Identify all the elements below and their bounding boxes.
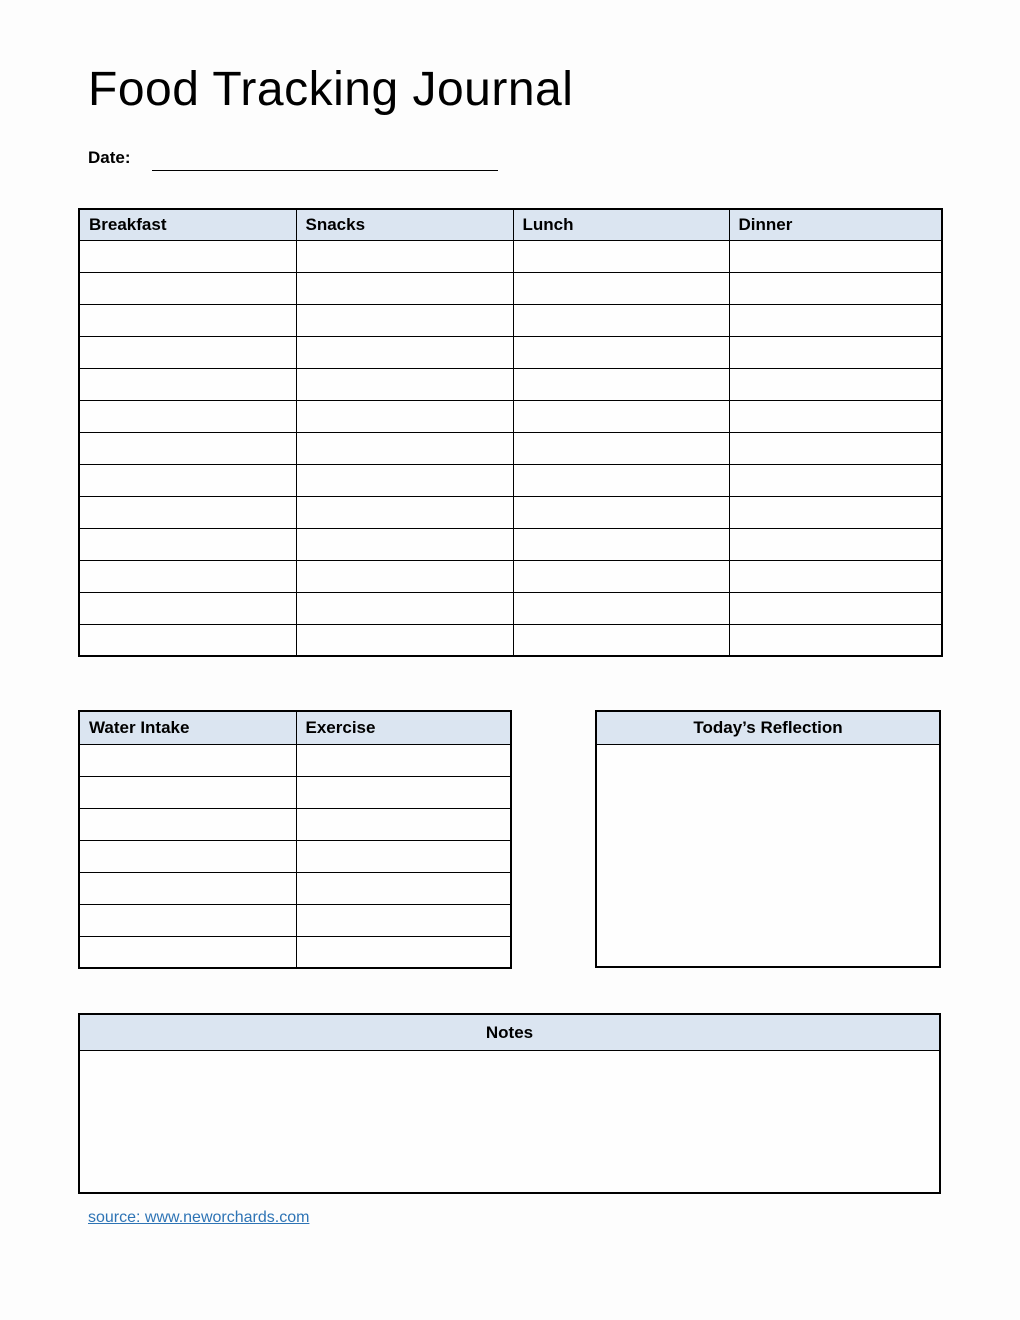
meal-entry-cell[interactable] (729, 624, 942, 656)
activity-entry-cell[interactable] (296, 776, 511, 808)
meal-entry-cell[interactable] (729, 464, 942, 496)
meal-entry-cell[interactable] (513, 304, 729, 336)
table-row (79, 272, 942, 304)
activity-table (78, 710, 512, 969)
meal-entry-cell[interactable] (79, 624, 296, 656)
meal-entry-cell[interactable] (729, 368, 942, 400)
date-row (88, 148, 508, 174)
table-row (79, 528, 942, 560)
meal-entry-cell[interactable] (729, 400, 942, 432)
meal-entry-cell[interactable] (513, 240, 729, 272)
table-row (79, 808, 511, 840)
meal-entry-cell[interactable] (296, 336, 513, 368)
activity-entry-cell[interactable] (79, 872, 296, 904)
table-row (79, 592, 942, 624)
header-water-intake: Water Intake (79, 711, 296, 744)
meal-entry-cell[interactable] (513, 368, 729, 400)
meal-entry-cell[interactable] (513, 496, 729, 528)
meal-table (78, 208, 943, 657)
meal-entry-cell[interactable] (296, 464, 513, 496)
activity-entry-cell[interactable] (296, 808, 511, 840)
meal-entry-cell[interactable] (296, 272, 513, 304)
meal-entry-cell[interactable] (79, 368, 296, 400)
reflection-header: Today’s Reflection (597, 712, 939, 745)
activity-entry-cell[interactable] (296, 904, 511, 936)
header-exercise: Exercise (296, 711, 511, 744)
meal-entry-cell[interactable] (79, 240, 296, 272)
meal-entry-cell[interactable] (513, 560, 729, 592)
meal-entry-cell[interactable] (513, 528, 729, 560)
table-row (79, 432, 942, 464)
meal-entry-cell[interactable] (79, 432, 296, 464)
meal-entry-cell[interactable] (729, 240, 942, 272)
meal-entry-cell[interactable] (79, 464, 296, 496)
activity-entry-cell[interactable] (296, 936, 511, 968)
activity-table-header-row (79, 711, 511, 744)
date-label: Date: (88, 148, 131, 167)
meal-entry-cell[interactable] (729, 304, 942, 336)
notes-entry-area[interactable] (80, 1051, 939, 1192)
meal-entry-cell[interactable] (729, 592, 942, 624)
meal-entry-cell[interactable] (296, 304, 513, 336)
meal-entry-cell[interactable] (296, 240, 513, 272)
meal-entry-cell[interactable] (513, 272, 729, 304)
meal-entry-cell[interactable] (729, 272, 942, 304)
meal-entry-cell[interactable] (79, 560, 296, 592)
activity-entry-cell[interactable] (79, 936, 296, 968)
meal-entry-cell[interactable] (296, 560, 513, 592)
activity-entry-cell[interactable] (296, 840, 511, 872)
header-lunch: Lunch (513, 209, 729, 240)
header-snacks: Snacks (296, 209, 513, 240)
reflection-box (595, 710, 941, 968)
table-row (79, 304, 942, 336)
meal-entry-cell[interactable] (296, 368, 513, 400)
meal-entry-cell[interactable] (729, 560, 942, 592)
reflection-entry-area[interactable] (597, 745, 939, 966)
meal-entry-cell[interactable] (79, 336, 296, 368)
meal-entry-cell[interactable] (513, 336, 729, 368)
activity-entry-cell[interactable] (79, 808, 296, 840)
meal-entry-cell[interactable] (729, 336, 942, 368)
meal-entry-cell[interactable] (79, 528, 296, 560)
header-breakfast: Breakfast (79, 209, 296, 240)
date-fill-line[interactable] (152, 170, 498, 171)
source-link[interactable]: source: www.neworchards.com (88, 1209, 310, 1226)
table-row (79, 400, 942, 432)
table-row (79, 904, 511, 936)
meal-entry-cell[interactable] (296, 400, 513, 432)
page-title: Food Tracking Journal (88, 63, 574, 116)
notes-box (78, 1013, 941, 1194)
table-row (79, 336, 942, 368)
table-row (79, 744, 511, 776)
table-row (79, 776, 511, 808)
activity-entry-cell[interactable] (79, 776, 296, 808)
meal-entry-cell[interactable] (513, 464, 729, 496)
meal-entry-cell[interactable] (79, 304, 296, 336)
table-row (79, 936, 511, 968)
table-row (79, 496, 942, 528)
meal-entry-cell[interactable] (296, 496, 513, 528)
meal-entry-cell[interactable] (729, 432, 942, 464)
table-row (79, 464, 942, 496)
table-row (79, 872, 511, 904)
meal-entry-cell[interactable] (296, 592, 513, 624)
meal-table-header-row (79, 209, 942, 240)
table-row (79, 624, 942, 656)
table-row (79, 240, 942, 272)
activity-entry-cell[interactable] (79, 840, 296, 872)
meal-entry-cell[interactable] (79, 400, 296, 432)
activity-entry-cell[interactable] (79, 904, 296, 936)
activity-entry-cell[interactable] (296, 744, 511, 776)
activity-entry-cell[interactable] (79, 744, 296, 776)
meal-entry-cell[interactable] (296, 432, 513, 464)
header-dinner: Dinner (729, 209, 942, 240)
meal-entry-cell[interactable] (79, 272, 296, 304)
notes-header: Notes (80, 1015, 939, 1051)
meal-entry-cell[interactable] (513, 592, 729, 624)
table-row (79, 560, 942, 592)
meal-entry-cell[interactable] (513, 624, 729, 656)
meal-entry-cell[interactable] (513, 400, 729, 432)
meal-entry-cell[interactable] (513, 432, 729, 464)
meal-entry-cell[interactable] (729, 528, 942, 560)
activity-entry-cell[interactable] (296, 872, 511, 904)
meal-entry-cell[interactable] (296, 624, 513, 656)
table-row (79, 840, 511, 872)
table-row (79, 368, 942, 400)
meal-entry-cell[interactable] (79, 592, 296, 624)
meal-entry-cell[interactable] (729, 496, 942, 528)
meal-entry-cell[interactable] (79, 496, 296, 528)
meal-entry-cell[interactable] (296, 528, 513, 560)
